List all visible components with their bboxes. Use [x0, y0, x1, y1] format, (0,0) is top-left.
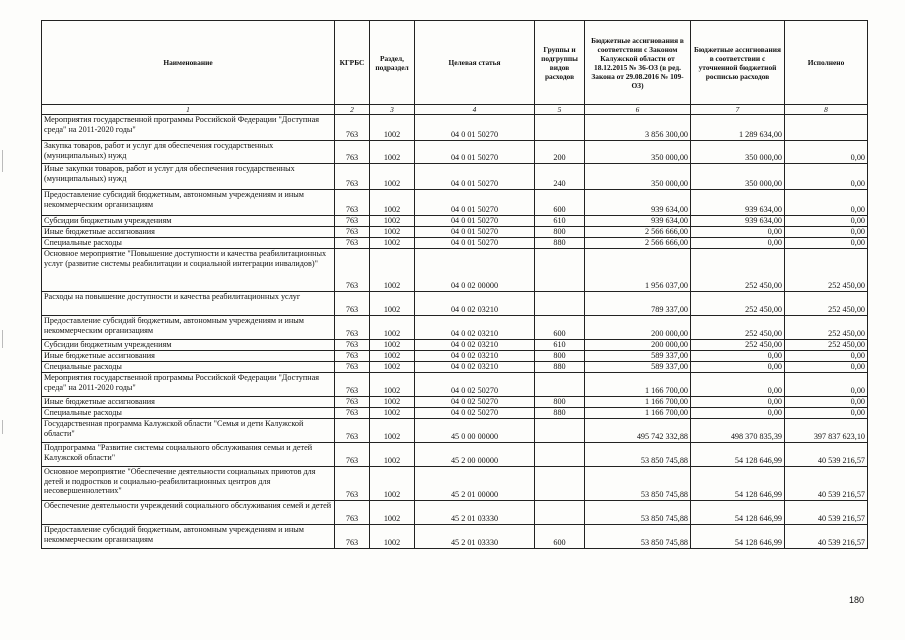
table-row	[42, 408, 868, 419]
cell-refined: 252 450,00	[691, 249, 785, 292]
header-statya: Целевая статья	[415, 21, 535, 105]
cell-kgrbs: 763	[335, 397, 370, 408]
cell-done: 40 539 216,57	[785, 467, 868, 501]
cell-law: 53 850 745,88	[585, 467, 691, 501]
col-number: 7	[691, 105, 785, 115]
cell-vid: 880	[535, 362, 585, 373]
cell-vid	[535, 467, 585, 501]
col-number: 3	[370, 105, 415, 115]
cell-vid	[535, 292, 585, 316]
cell-kgrbs: 763	[335, 164, 370, 190]
scan-edge-mark	[2, 420, 3, 434]
cell-razdel: 1002	[370, 351, 415, 362]
cell-name: Мероприятия государственной программы Российской Федерации "Доступная среда" на 2011-2020 годы"	[42, 373, 335, 397]
cell-done: 0,00	[785, 373, 868, 397]
cell-statya: 45 2 00 00000	[415, 443, 535, 467]
cell-statya: 04 0 02 03210	[415, 316, 535, 340]
cell-kgrbs: 763	[335, 238, 370, 249]
cell-vid: 800	[535, 397, 585, 408]
cell-statya: 45 2 01 03330	[415, 525, 535, 549]
cell-law: 53 850 745,88	[585, 525, 691, 549]
cell-vid: 880	[535, 238, 585, 249]
cell-razdel: 1002	[370, 501, 415, 525]
cell-law: 1 956 037,00	[585, 249, 691, 292]
cell-law: 939 634,00	[585, 216, 691, 227]
cell-razdel: 1002	[370, 216, 415, 227]
cell-kgrbs: 763	[335, 141, 370, 164]
header-refined: Бюджетные ассигнования в соответствии с уточненной бюджетной росписью расходов	[691, 21, 785, 105]
cell-vid: 880	[535, 408, 585, 419]
col-number: 5	[535, 105, 585, 115]
budget-table	[41, 20, 868, 549]
table-row	[42, 351, 868, 362]
cell-statya: 04 0 02 03210	[415, 292, 535, 316]
cell-vid: 610	[535, 216, 585, 227]
page-number: 180	[849, 595, 865, 605]
cell-name: Специальные расходы	[42, 238, 335, 249]
cell-statya: 04 0 01 50270	[415, 227, 535, 238]
table-row	[42, 216, 868, 227]
cell-name: Предоставление субсидий бюджетным, автономным учреждениям и иным некоммерческим организациям	[42, 190, 335, 216]
cell-statya: 04 0 01 50270	[415, 190, 535, 216]
cell-statya: 04 0 02 50270	[415, 408, 535, 419]
cell-statya: 04 0 01 50270	[415, 164, 535, 190]
cell-razdel: 1002	[370, 397, 415, 408]
cell-statya: 45 0 00 00000	[415, 419, 535, 443]
cell-kgrbs: 763	[335, 249, 370, 292]
cell-kgrbs: 763	[335, 351, 370, 362]
cell-razdel: 1002	[370, 362, 415, 373]
cell-name: Предоставление субсидий бюджетным, автономным учреждениям и иным некоммерческим организациям	[42, 316, 335, 340]
cell-done: 0,00	[785, 190, 868, 216]
cell-kgrbs: 763	[335, 216, 370, 227]
cell-name: Субсидии бюджетным учреждениям	[42, 216, 335, 227]
table-row	[42, 141, 868, 164]
cell-vid	[535, 501, 585, 525]
cell-done: 252 450,00	[785, 249, 868, 292]
cell-refined: 0,00	[691, 351, 785, 362]
cell-statya: 04 0 02 03210	[415, 351, 535, 362]
cell-refined: 0,00	[691, 397, 785, 408]
table-row	[42, 467, 868, 501]
cell-vid	[535, 249, 585, 292]
cell-refined: 1 289 634,00	[691, 115, 785, 141]
cell-law: 2 566 666,00	[585, 238, 691, 249]
header-kgrbs: КГРБС	[335, 21, 370, 105]
cell-kgrbs: 763	[335, 419, 370, 443]
cell-kgrbs: 763	[335, 467, 370, 501]
table-row	[42, 238, 868, 249]
cell-razdel: 1002	[370, 190, 415, 216]
table-header-row	[42, 21, 868, 105]
cell-vid	[535, 373, 585, 397]
cell-name: Иные бюджетные ассигнования	[42, 397, 335, 408]
cell-razdel: 1002	[370, 115, 415, 141]
cell-name: Государственная программа Калужской области "Семья и дети Калужской области"	[42, 419, 335, 443]
cell-razdel: 1002	[370, 419, 415, 443]
table-row	[42, 249, 868, 292]
cell-refined: 0,00	[691, 238, 785, 249]
cell-vid: 200	[535, 141, 585, 164]
cell-statya: 04 0 02 03210	[415, 362, 535, 373]
cell-vid	[535, 419, 585, 443]
cell-kgrbs: 763	[335, 227, 370, 238]
cell-kgrbs: 763	[335, 525, 370, 549]
col-number: 2	[335, 105, 370, 115]
cell-refined: 54 128 646,99	[691, 525, 785, 549]
cell-done: 252 450,00	[785, 316, 868, 340]
cell-name: Мероприятия государственной программы Российской Федерации "Доступная среда" на 2011-2020 годы"	[42, 115, 335, 141]
col-number: 1	[42, 105, 335, 115]
table-row	[42, 292, 868, 316]
cell-vid: 800	[535, 351, 585, 362]
cell-razdel: 1002	[370, 467, 415, 501]
cell-razdel: 1002	[370, 141, 415, 164]
cell-vid: 800	[535, 227, 585, 238]
table-row	[42, 419, 868, 443]
cell-refined: 939 634,00	[691, 216, 785, 227]
cell-law: 200 000,00	[585, 340, 691, 351]
cell-vid: 600	[535, 316, 585, 340]
table-row	[42, 227, 868, 238]
header-vid: Группы и подгруппы видов расходов	[535, 21, 585, 105]
table-row	[42, 115, 868, 141]
cell-statya: 04 0 01 50270	[415, 141, 535, 164]
table-row	[42, 373, 868, 397]
cell-statya: 04 0 01 50270	[415, 238, 535, 249]
cell-razdel: 1002	[370, 443, 415, 467]
cell-law: 1 166 700,00	[585, 373, 691, 397]
cell-law: 589 337,00	[585, 351, 691, 362]
col-number: 4	[415, 105, 535, 115]
cell-razdel: 1002	[370, 249, 415, 292]
cell-vid: 600	[535, 190, 585, 216]
col-number: 8	[785, 105, 868, 115]
cell-law: 789 337,00	[585, 292, 691, 316]
cell-name: Обеспечение деятельности учреждений социального обслуживания семей и детей	[42, 501, 335, 525]
cell-law: 589 337,00	[585, 362, 691, 373]
cell-kgrbs: 763	[335, 316, 370, 340]
cell-done	[785, 115, 868, 141]
cell-name: Специальные расходы	[42, 408, 335, 419]
cell-done: 397 837 623,10	[785, 419, 868, 443]
cell-razdel: 1002	[370, 292, 415, 316]
cell-name: Расходы на повышение доступности и качества реабилитационных услуг	[42, 292, 335, 316]
cell-law: 53 850 745,88	[585, 501, 691, 525]
cell-name: Специальные расходы	[42, 362, 335, 373]
table-body	[42, 115, 868, 549]
cell-vid	[535, 443, 585, 467]
scan-edge-mark	[2, 330, 3, 348]
header-law: Бюджетные ассигнования в соответствии с Законом Калужской области от 18.12.2015 № 36-ОЗ (в ред. Закона от 29.08.2016 № 109-ОЗ)	[585, 21, 691, 105]
cell-refined: 252 450,00	[691, 340, 785, 351]
cell-refined: 0,00	[691, 408, 785, 419]
cell-name: Закупка товаров, работ и услуг для обеспечения государственных (муниципальных) нужд	[42, 141, 335, 164]
cell-statya: 04 0 02 50270	[415, 373, 535, 397]
cell-done: 0,00	[785, 227, 868, 238]
cell-done: 40 539 216,57	[785, 443, 868, 467]
cell-statya: 04 0 01 50270	[415, 216, 535, 227]
cell-done: 252 450,00	[785, 292, 868, 316]
table-row	[42, 501, 868, 525]
cell-refined: 350 000,00	[691, 141, 785, 164]
table-row	[42, 316, 868, 340]
cell-razdel: 1002	[370, 408, 415, 419]
scan-edge-mark	[2, 150, 3, 172]
cell-done: 40 539 216,57	[785, 501, 868, 525]
table-row	[42, 443, 868, 467]
column-number-row	[42, 105, 868, 115]
cell-done: 0,00	[785, 408, 868, 419]
table-row	[42, 164, 868, 190]
cell-kgrbs: 763	[335, 501, 370, 525]
cell-name: Основное мероприятие "Обеспечение деятельности социальных приютов для детей и подростков и социально-реабилитационных центров для несовершеннолетних"	[42, 467, 335, 501]
cell-done: 0,00	[785, 397, 868, 408]
cell-law: 1 166 700,00	[585, 408, 691, 419]
header-razdel: Раздел, подраздел	[370, 21, 415, 105]
header-done: Исполнено	[785, 21, 868, 105]
cell-kgrbs: 763	[335, 292, 370, 316]
cell-kgrbs: 763	[335, 373, 370, 397]
cell-kgrbs: 763	[335, 362, 370, 373]
cell-done: 0,00	[785, 238, 868, 249]
cell-refined: 252 450,00	[691, 292, 785, 316]
cell-refined: 939 634,00	[691, 190, 785, 216]
cell-vid: 240	[535, 164, 585, 190]
header-name: Наименование	[42, 21, 335, 105]
cell-razdel: 1002	[370, 525, 415, 549]
cell-name: Иные бюджетные ассигнования	[42, 227, 335, 238]
cell-razdel: 1002	[370, 316, 415, 340]
cell-law: 495 742 332,88	[585, 419, 691, 443]
cell-name: Иные бюджетные ассигнования	[42, 351, 335, 362]
cell-refined: 252 450,00	[691, 316, 785, 340]
cell-razdel: 1002	[370, 373, 415, 397]
cell-razdel: 1002	[370, 340, 415, 351]
cell-done: 252 450,00	[785, 340, 868, 351]
cell-refined: 54 128 646,99	[691, 443, 785, 467]
cell-name: Субсидии бюджетным учреждениям	[42, 340, 335, 351]
cell-done: 0,00	[785, 164, 868, 190]
cell-name: Иные закупки товаров, работ и услуг для обеспечения государственных (муниципальных) нужд	[42, 164, 335, 190]
cell-name: Предоставление субсидий бюджетным, автономным учреждениям и иным некоммерческим организациям	[42, 525, 335, 549]
cell-law: 1 166 700,00	[585, 397, 691, 408]
cell-done: 0,00	[785, 351, 868, 362]
cell-done: 40 539 216,57	[785, 525, 868, 549]
col-number: 6	[585, 105, 691, 115]
cell-law: 350 000,00	[585, 141, 691, 164]
cell-law: 350 000,00	[585, 164, 691, 190]
cell-statya: 04 0 01 50270	[415, 115, 535, 141]
cell-kgrbs: 763	[335, 408, 370, 419]
cell-refined: 54 128 646,99	[691, 501, 785, 525]
cell-law: 53 850 745,88	[585, 443, 691, 467]
cell-name: Подпрограмма "Развитие системы социального обслуживания семьи и детей Калужской области"	[42, 443, 335, 467]
cell-statya: 04 0 02 03210	[415, 340, 535, 351]
cell-razdel: 1002	[370, 164, 415, 190]
cell-law: 2 566 666,00	[585, 227, 691, 238]
cell-statya: 45 2 01 00000	[415, 467, 535, 501]
cell-refined: 350 000,00	[691, 164, 785, 190]
cell-refined: 54 128 646,99	[691, 467, 785, 501]
cell-vid: 610	[535, 340, 585, 351]
cell-done: 0,00	[785, 362, 868, 373]
table-row	[42, 340, 868, 351]
table-row	[42, 397, 868, 408]
cell-law: 939 634,00	[585, 190, 691, 216]
cell-kgrbs: 763	[335, 340, 370, 351]
cell-law: 200 000,00	[585, 316, 691, 340]
table-row	[42, 525, 868, 549]
cell-kgrbs: 763	[335, 115, 370, 141]
cell-vid: 600	[535, 525, 585, 549]
table-row	[42, 362, 868, 373]
cell-refined: 0,00	[691, 362, 785, 373]
cell-kgrbs: 763	[335, 190, 370, 216]
cell-statya: 04 0 02 00000	[415, 249, 535, 292]
cell-name: Основное мероприятие "Повышение доступности и качества реабилитационных услуг (развитие системы реабилитации и социальной интеграции инвалидов)"	[42, 249, 335, 292]
cell-refined: 0,00	[691, 373, 785, 397]
cell-vid	[535, 115, 585, 141]
cell-law: 3 856 300,00	[585, 115, 691, 141]
cell-refined: 498 370 835,39	[691, 419, 785, 443]
cell-kgrbs: 763	[335, 443, 370, 467]
cell-razdel: 1002	[370, 227, 415, 238]
cell-statya: 45 2 01 03330	[415, 501, 535, 525]
cell-done: 0,00	[785, 216, 868, 227]
cell-done: 0,00	[785, 141, 868, 164]
cell-refined: 0,00	[691, 227, 785, 238]
cell-razdel: 1002	[370, 238, 415, 249]
cell-statya: 04 0 02 50270	[415, 397, 535, 408]
table-row	[42, 190, 868, 216]
